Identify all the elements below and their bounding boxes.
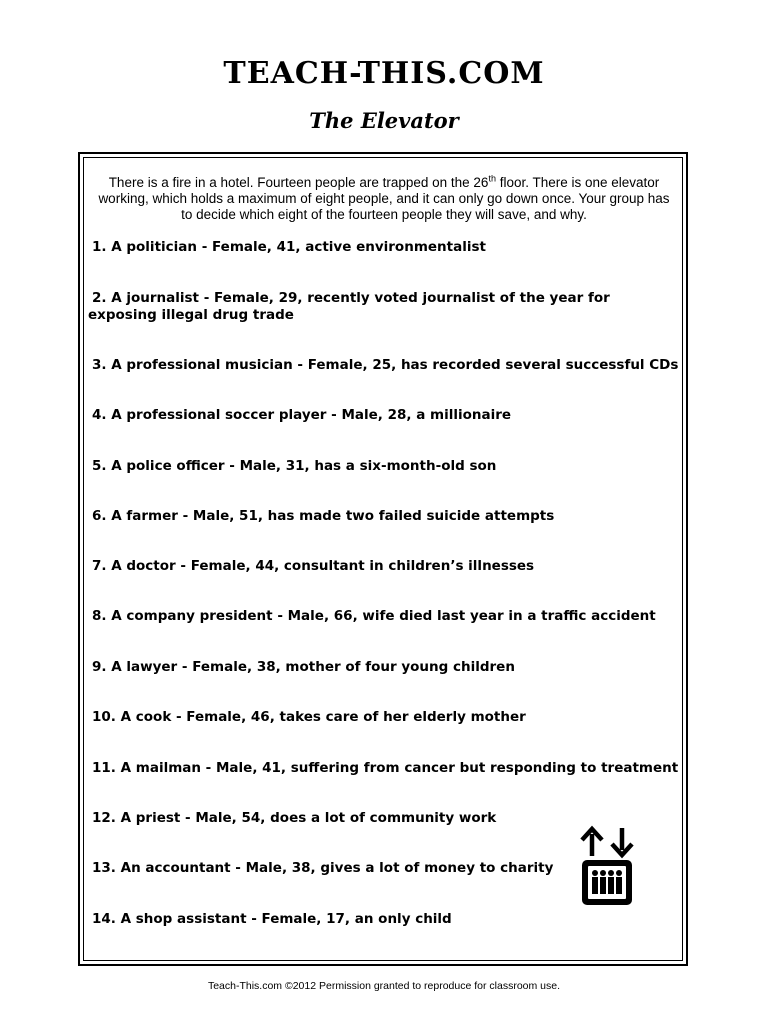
intro-superscript: th bbox=[488, 173, 496, 184]
footer-copyright: Teach-This.com ©2012 Permission granted to reproduce for classroom use. bbox=[207, 980, 561, 992]
list-item-12: 12. A priest - Male, 54, does a lot of community work bbox=[92, 810, 497, 826]
intro-text-start: There is a fire in a hotel. Fourteen people are trapped on the 26 bbox=[108, 175, 489, 190]
intro-paragraph bbox=[92, 175, 676, 223]
list-item-6: 6. A farmer - Male, 51, has made two failed suicide attempts bbox=[92, 508, 555, 524]
list-item-13: 13. An accountant - Male, 38, gives a lot of money to charity bbox=[92, 860, 554, 876]
list-item-5: 5. A police officer - Male, 31, has a six-month-old son bbox=[92, 458, 497, 474]
list-item-10: 10. A cook - Female, 46, takes care of her elderly mother bbox=[92, 709, 526, 725]
elevator-icon bbox=[578, 824, 636, 908]
list-item-9: 9. A lawyer - Female, 38, mother of four young children bbox=[92, 659, 515, 675]
list-item-11: 11. A mailman - Male, 41, suffering from cancer but responding to treatment bbox=[92, 760, 679, 776]
worksheet-title: The Elevator bbox=[309, 108, 459, 133]
list-item-14: 14. A shop assistant - Female, 17, an only child bbox=[92, 911, 452, 927]
list-item-4: 4. A professional soccer player - Male, 28, a millionaire bbox=[92, 407, 512, 423]
list-item-1: 1. A politician - Female, 41, active environmentalist bbox=[92, 239, 486, 255]
intro-text-end: floor. There is one elevator working, which holds a maximum of eight people, and it can only go down once. Your group has to decide which eight of the fourteen people they will save, and why. bbox=[98, 175, 670, 222]
site-title: TEACH-THIS.COM bbox=[223, 56, 545, 91]
list-item-8: 8. A company president - Male, 66, wife died last year in a traffic accident bbox=[92, 608, 656, 624]
list-item-3: 3. A professional musician - Female, 25, has recorded several successful CDs bbox=[92, 357, 679, 373]
list-item-7: 7. A doctor - Female, 44, consultant in children’s illnesses bbox=[92, 558, 535, 574]
list-item-2: 2. A journalist - Female, 29, recently voted journalist of the year for exposing illegal drug trade bbox=[88, 290, 610, 323]
